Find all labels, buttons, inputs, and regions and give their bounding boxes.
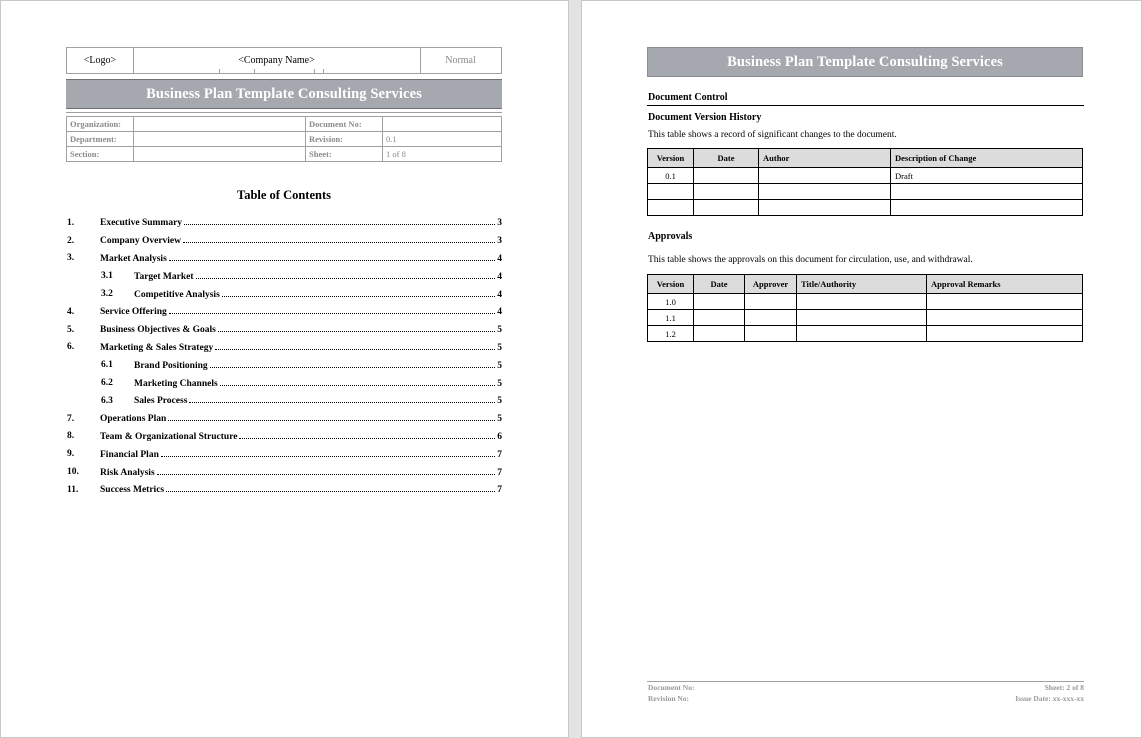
- sheet-field[interactable]: 1 of 8: [383, 147, 502, 162]
- toc-label[interactable]: Competitive Analysis: [134, 289, 220, 300]
- toc-entry[interactable]: [66, 303, 502, 321]
- organization-field[interactable]: [134, 117, 306, 132]
- toc-label[interactable]: Marketing Channels: [134, 378, 218, 389]
- toc-label[interactable]: Brand Positioning: [134, 360, 208, 371]
- footer-sheet: Sheet: 2 of 8: [1044, 683, 1084, 692]
- toc-line: [134, 360, 502, 371]
- table-cell[interactable]: [927, 310, 1083, 326]
- table-row: [648, 168, 1083, 184]
- toc-line: [100, 342, 502, 353]
- header-divider: [314, 69, 315, 73]
- toc-number: 5.: [67, 324, 75, 335]
- toc-page-number: 4: [497, 307, 502, 318]
- toc-leader-dots: [222, 289, 495, 297]
- header-divider: [219, 69, 220, 73]
- heading-rule: [647, 105, 1084, 106]
- toc-label[interactable]: Financial Plan: [100, 449, 159, 460]
- table-cell[interactable]: [927, 326, 1083, 342]
- revision-label: Revision:: [306, 132, 383, 147]
- divider: [66, 112, 502, 113]
- toc-leader-dots: [189, 395, 495, 403]
- toc-line: [100, 235, 502, 246]
- table-cell[interactable]: [891, 184, 1083, 200]
- toc-page-number: 6: [497, 431, 502, 442]
- company-name-placeholder[interactable]: <Company Name>: [133, 48, 421, 73]
- toc-label[interactable]: Marketing & Sales Strategy: [100, 342, 214, 353]
- section-field[interactable]: [134, 147, 306, 162]
- page-gutter: [569, 0, 581, 738]
- logo-placeholder[interactable]: <Logo>: [67, 48, 134, 73]
- toc-leader-dots: [169, 253, 495, 261]
- table-cell[interactable]: 1.1: [648, 310, 694, 326]
- table-cell[interactable]: [759, 184, 891, 200]
- toc-page-number: 7: [497, 485, 502, 496]
- toc-leader-dots: [169, 306, 496, 314]
- toc-page-number: 4: [497, 289, 502, 300]
- toc-leader-dots: [196, 271, 496, 279]
- toc-number: 10.: [67, 467, 79, 478]
- toc-page-number: 3: [497, 218, 502, 229]
- toc-number: 2.: [67, 235, 75, 246]
- table-cell[interactable]: [694, 326, 745, 342]
- toc-label[interactable]: Risk Analysis: [100, 467, 155, 478]
- table-row: [648, 184, 1083, 200]
- version-history-intro: This table shows a record of significant changes to the document.: [648, 130, 897, 140]
- toc-label[interactable]: Executive Summary: [100, 218, 183, 229]
- toc-leader-dots: [215, 342, 495, 350]
- toc-leader-dots: [168, 413, 495, 421]
- toc-entry[interactable]: [66, 392, 502, 410]
- toc-line: [134, 395, 502, 406]
- toc-page-number: 4: [497, 271, 502, 282]
- column-header: Description of Change: [891, 149, 1083, 168]
- page-2: [581, 0, 1142, 738]
- table-cell[interactable]: 1.2: [648, 326, 694, 342]
- toc-leader-dots: [166, 484, 495, 492]
- toc-leader-dots: [218, 324, 495, 332]
- toc-leader-dots: [183, 235, 495, 243]
- sheet-label: Sheet:: [306, 147, 383, 162]
- approvals-intro: This table shows the approvals on this document for circulation, use, and withdrawal.: [648, 255, 973, 265]
- toc-label[interactable]: Company Overview: [100, 236, 182, 247]
- version-history-table: [647, 148, 1083, 216]
- toc-number: 8.: [67, 431, 75, 442]
- toc-entry[interactable]: [66, 445, 502, 463]
- table-cell[interactable]: [797, 294, 927, 310]
- toc-leader-dots: [161, 449, 495, 457]
- toc-title: Table of Contents: [237, 188, 331, 202]
- toc-line: [134, 289, 502, 300]
- table-cell[interactable]: [797, 326, 927, 342]
- table-cell[interactable]: [648, 184, 694, 200]
- column-header: Date: [694, 275, 745, 294]
- toc-number: 6.3: [101, 395, 113, 406]
- toc-number: 6.: [67, 342, 75, 353]
- toc-page-number: 5: [497, 396, 502, 407]
- table-row: [648, 326, 1083, 342]
- column-header: Approver: [745, 275, 797, 294]
- toc-page-number: 5: [497, 342, 502, 353]
- toc-number: 3.1: [101, 271, 113, 282]
- toc-entry[interactable]: [66, 356, 502, 374]
- document-title: Business Plan Template Consulting Services: [66, 79, 502, 109]
- footer-revision-no: Revision No:: [648, 694, 690, 703]
- column-header: Title/Authority: [797, 275, 927, 294]
- table-cell[interactable]: [759, 200, 891, 216]
- toc-label[interactable]: Sales Process: [134, 396, 188, 407]
- toc-page-number: 5: [497, 325, 502, 336]
- toc-page-number: 5: [497, 414, 502, 425]
- table-cell[interactable]: 1.0: [648, 294, 694, 310]
- toc-entry[interactable]: [66, 267, 502, 285]
- toc-entry[interactable]: [66, 321, 502, 339]
- toc-line: [100, 217, 502, 228]
- header-divider: [254, 69, 255, 73]
- table-cell[interactable]: [694, 200, 759, 216]
- table-cell[interactable]: [694, 184, 759, 200]
- section-label: Section:: [67, 147, 134, 162]
- toc-number: 11.: [67, 484, 79, 495]
- toc-label[interactable]: Success Metrics: [100, 485, 165, 496]
- toc-line: [134, 271, 502, 282]
- toc-number: 1.: [67, 217, 75, 228]
- approvals-table: [647, 274, 1083, 342]
- toc-line: [100, 306, 502, 317]
- toc-number: 6.1: [101, 360, 113, 371]
- toc-entry[interactable]: [66, 463, 502, 481]
- toc-leader-dots: [220, 378, 496, 386]
- document-no-label: Document No:: [306, 117, 383, 132]
- toc-label[interactable]: Team & Organizational Structure: [100, 431, 238, 442]
- toc-line: [100, 467, 502, 478]
- document-title-page-2: Business Plan Template Consulting Services: [647, 47, 1083, 77]
- toc-number: 3.: [67, 253, 75, 264]
- toc-number: 6.2: [101, 378, 113, 389]
- table-cell[interactable]: [759, 168, 891, 184]
- toc-entry[interactable]: [66, 232, 502, 250]
- toc-leader-dots: [239, 431, 495, 439]
- toc-line: [100, 449, 502, 460]
- style-label: Normal: [445, 55, 476, 66]
- toc-entry[interactable]: [66, 428, 502, 446]
- column-header: Version: [648, 149, 694, 168]
- toc-line: [100, 431, 502, 442]
- organization-label: Organization:: [67, 117, 134, 132]
- approvals-heading: Approvals: [648, 231, 693, 242]
- table-cell[interactable]: [745, 294, 797, 310]
- toc-leader-dots: [157, 467, 496, 475]
- document-header: [66, 47, 502, 74]
- table-cell[interactable]: Draft: [891, 168, 1083, 184]
- header-divider: [323, 69, 324, 73]
- toc-line: [100, 324, 502, 335]
- footer-issue-date: Issue Date: xx-xxx-xx: [1015, 694, 1084, 703]
- document-no-field[interactable]: [383, 117, 502, 132]
- column-header: Date: [694, 149, 759, 168]
- toc-label[interactable]: Target Market: [134, 271, 194, 282]
- table-cell[interactable]: [694, 310, 745, 326]
- toc-label[interactable]: Operations Plan: [100, 414, 167, 425]
- department-label: Department:: [67, 132, 134, 147]
- toc-line: [100, 253, 502, 264]
- table-cell[interactable]: [694, 168, 759, 184]
- toc-line: [100, 413, 502, 424]
- toc-entry[interactable]: [66, 481, 502, 499]
- table-cell[interactable]: [797, 310, 927, 326]
- revision-field[interactable]: 0.1: [383, 132, 502, 147]
- footer-rule: [647, 681, 1084, 682]
- toc-number: 3.2: [101, 289, 113, 300]
- column-header: Author: [759, 149, 891, 168]
- toc-label[interactable]: Business Objectives & Goals: [100, 325, 216, 336]
- footer-document-no: Document No:: [648, 683, 695, 692]
- version-history-heading: Document Version History: [648, 112, 762, 123]
- toc-page-number: 4: [497, 253, 502, 264]
- toc-number: 4.: [67, 306, 75, 317]
- toc-entry[interactable]: [66, 214, 502, 232]
- toc-line: [100, 484, 502, 495]
- toc-leader-dots: [184, 217, 495, 225]
- document-control-heading: Document Control: [648, 92, 728, 103]
- table-row: [648, 200, 1083, 216]
- department-field[interactable]: [134, 132, 306, 147]
- column-header: Approval Remarks: [927, 275, 1083, 294]
- table-cell[interactable]: [891, 200, 1083, 216]
- table-cell[interactable]: [745, 310, 797, 326]
- toc-page-number: 3: [497, 236, 502, 247]
- table-cell[interactable]: 0.1: [648, 168, 694, 184]
- table-cell[interactable]: [694, 294, 745, 310]
- toc-number: 9.: [67, 449, 75, 460]
- table-row: [648, 310, 1083, 326]
- toc-leader-dots: [210, 360, 496, 368]
- table-cell[interactable]: [648, 200, 694, 216]
- toc-page-number: 5: [497, 378, 502, 389]
- toc-line: [134, 378, 502, 389]
- column-header: Version: [648, 275, 694, 294]
- toc-number: 7.: [67, 413, 75, 424]
- table-cell[interactable]: [745, 326, 797, 342]
- toc-entry[interactable]: [66, 374, 502, 392]
- toc-page-number: 5: [497, 360, 502, 371]
- toc-entry[interactable]: [66, 285, 502, 303]
- toc-label[interactable]: Service Offering: [100, 307, 167, 318]
- toc-page-number: 7: [497, 467, 502, 478]
- document-info-table: [66, 116, 502, 162]
- toc-page-number: 7: [497, 449, 502, 460]
- toc-label[interactable]: Market Analysis: [100, 253, 167, 264]
- table-row: [648, 294, 1083, 310]
- table-of-contents: [66, 214, 502, 499]
- toc-entry[interactable]: [66, 410, 502, 428]
- table-cell[interactable]: [927, 294, 1083, 310]
- toc-entry[interactable]: [66, 250, 502, 268]
- toc-entry[interactable]: [66, 339, 502, 357]
